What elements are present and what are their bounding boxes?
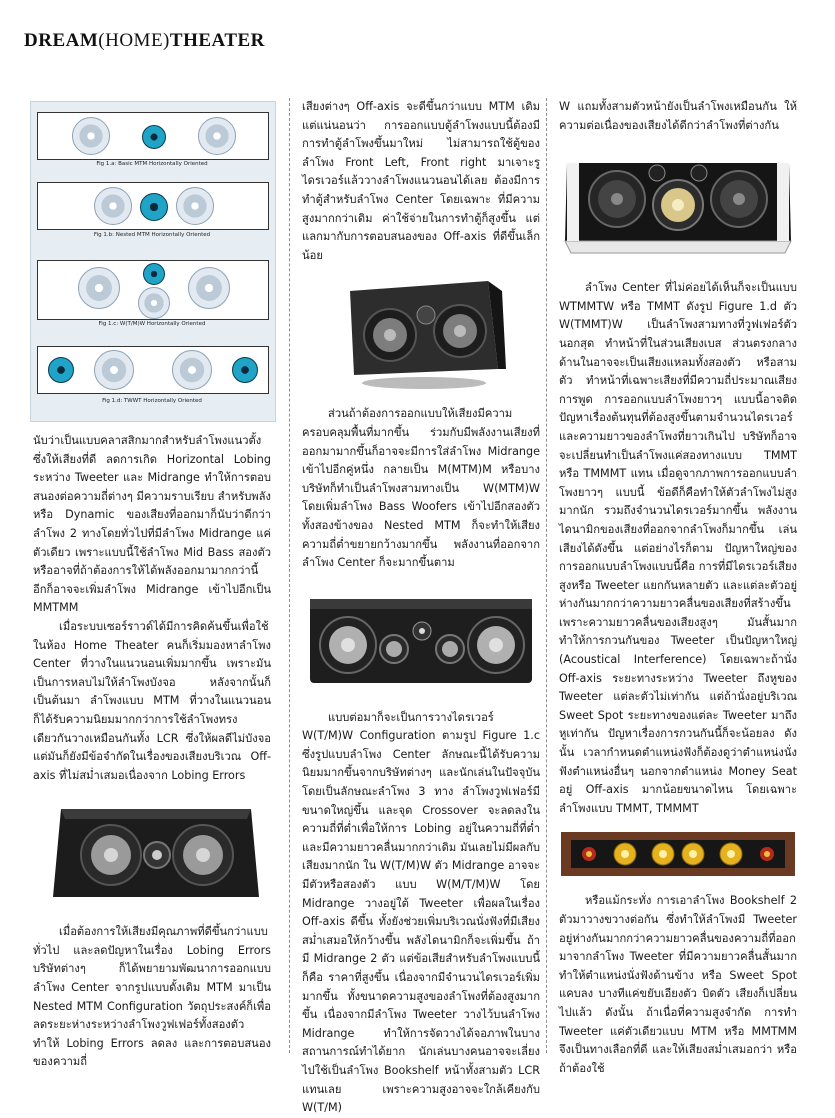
mtm-configuration-figure: [30, 101, 276, 422]
woofer-shape: [94, 187, 132, 225]
fig-1a-caption: Fig 1.a: Basic MTM Horizontally Oriented: [96, 161, 208, 167]
col1-paragraph-3: เมื่อต้องการให้เสียงมีคุณภาพที่ดีขึ้นกว่าแบบทั่วไป และลดปัญหาในเรื่อง Lobing Errors บริษัทต่างๆ ก็ได้พยายามพัฒนาการออกแบบลำโพง Center จากรูปแบบดั้งเดิม MTM มาเป็น Nested MTM Configuration วัตถุประสงค์ก็เพื่อลดระยะห่างระหว่างลำโพงวูฟเฟอร์ทั้งสองตัว ทำให้ Lobing Errors ลดลง และการตอบสนองของความถี่: [33, 925, 271, 1069]
col3-paragraph-2: ลำโพง Center ที่ไม่ค่อยได้เห็นก็จะเป็นแบบ WTMMTW หรือ TMMT ดังรูป Figure 1.d ตัว W(TMMT)W เป็นลำโพงสามทางที่วูฟเฟอร์ตัวนอกสุด ทำหน้าที่ในส่วนเสียงเบส ส่วนตรงกลางด้านในอาจจะเป็นเสียงแหลมทั้งสองตัว หรือสามตัว ทำหน้าที่เฉพาะเสียงที่มีความถี่ประมาณเสียงการพูด การออกแบบลำโพงยาวๆ แบบนี้อาจติดปัญหาเรื่องต้นทุนที่ต้องสูงขึ้นตามจำนวนไดรเวอร์ และความยาวของลำโพงที่ยาวเกินไป บริษัทก็อาจจะเปลี่ยนทำเป็นลำโพงแค่สองทางแบบ TMMT หรือ TMMMT แทน เมื่อดูจากภาพการออกแบบลำโพงยาวๆ แบบนี้ ข้อดีก็คือทำให้ตัวลำโพงไม่สูงมากนัก รวมถึงจำนวนไดรเวอร์มากขึ้น พลังงานไดนามิกของเสียงที่ออกจากลำโพงก็มากขึ้น เล่นเสียงได้ดังขึ้น แต่อย่างไรก็ตาม ปัญหาใหญ่ของการออกแบบลำโพงแบบนี้คือ การที่มีไดรเวอร์เสียงสูงหรือ Tweeter แยกกันหลายตัว และแต่ละตัวอยู่ห่างกันมากกว่าความยาวคลื่นของเสียงที่สร้างขึ้น เพราะความยาวคลื่นของเสียงสูงๆ มันสั้นมาก ทำให้การกวนกันของ Tweeter เป็นปัญหาใหญ่ (Acoustical Interference) โดยเฉพาะถ้านั่ง Off-axis ระยะทางระหว่าง Tweeter ถึงหูของ Tweeter แต่ละตัวไม่เท่ากัน แต่ถ้านั่งอยู่บริเวณ Sweet Spot ระยะทางของแต่ละ Tweeter มาถึงหูเท่ากัน ปัญหาเรื่องการกวนกันนี้ก็จะน้อยลง ดังนั้น เวลากำหนดตำแหน่งฟังก็ต้องดูว่าตำแหน่งนั่งฟังตำแหน่งอื่นๆ นอกจากตำแหน่ง Money Seat อยู่ Off-axis มากน้อยขนาดไหน โดยเฉพาะลำโพงแบบ TMMT, TMMMT: [559, 281, 797, 815]
masthead-dream: DREAM: [24, 30, 99, 51]
tweeter-shape: [140, 193, 168, 221]
col2-paragraph-3: แบบต่อมาก็จะเป็นการวางไดรเวอร์ W(T/M)W Configuration ตามรูป Figure 1.c ซึ่งรูปแบบลำโพง Center ลักษณะนี้ได้รับความนิยมมากขึ้นจากบริษัทต่างๆ และนักเล่นในปัจจุบัน โดยเป็นลักษณะลำโพง 3 ทาง ลำโพงวูฟเฟอร์มีขนาดใหญ่ขึ้น และจุด Crossover จะลดลงในความถี่ที่ต่ำเพื่อให้การ Lobing อยู่ในความถี่ที่ต่ำ และมีความยาวคลื่นมากกว่าเดิม มันเลยไม่มีผลกับเสียงมากนัก ใน W(T/M)W ตัว Midrange อาจจะมีตัวหรือสองตัว แบบ W(M/T/M)W โดย Midrange วางอยู่ใต้ Tweeter เพื่อผลในเรื่อง Off-axis ดีขึ้น ทั้งยังช่วยเพิ่มบริเวณนั่งฟังที่มีเสียงสม่ำเสมอให้กว้างขึ้น พลังไดนามิกก็จะเพิ่มขึ้น ถ้ามี Midrange 2 ตัว แต่ข้อเสียสำหรับลำโพงแบบนี้ก็คือ ราคาที่สูงขึ้น เนื่องจากมีจำนวนไดรเวอร์เพิ่มมากขึ้น ทั้งขนาดความสูงของลำโพงที่ต้องสูงมากขึ้น เนื่องจากมีลำโพง Tweeter วางไว้บนลำโพง Midrange ทำให้การจัดวางได้จอภาพในบางสถานการณ์ทำได้ยาก นักเล่นบางคนอาจจะเลี่ยงไปใช้เป็นลำโพง Bookshelf หน้าทั้งสามตัว LCR แทนเลย เพราะความสูงอาจจะใกล้เคียงกับ W(T/M): [302, 710, 540, 1115]
woofer-shape: [188, 267, 230, 309]
tweeter-shape: [143, 263, 165, 285]
masthead-theater: THEATER: [169, 30, 265, 51]
speaker-photo-wmtmw: [302, 587, 540, 697]
woofer-shape: [172, 350, 212, 390]
text-column-1: [33, 432, 271, 1072]
text-column-3: [559, 98, 797, 1078]
col1-paragraph-2: เมื่อระบบเซอร์ราวด์ได้มีการคิดค้นขึ้นเพื่อใช้ในห้อง Home Theater คนก็เริ่มมองหาลำโพง Center ที่วางในแนวนอนเพิ่มมากขึ้น เพราะมันเป็นการหลบไม่ให้ลำโพงบังจอ หลังจากนั้นก็เป็นต้นมา ลำโพงแบบ MTM ที่วางในแนวนอนก็ได้รับความนิยมมากกว่าการใช้ลำโพงทรงเดียวกันวางเหมือนกันทั้ง LCR ซึ่งให้ผลดีไม่บังจอ แต่มันก็ยังมีข้อจำกัดในเรื่องของเสียงบริเวณ Off-axis ที่ไม่สม่ำเสมอเนื่องจาก Lobing Errors: [33, 619, 271, 782]
tweeter-shape: [48, 357, 74, 383]
woofer-shape: [176, 187, 214, 225]
woofer-shape: [94, 350, 134, 390]
fig-1d-diagram: [37, 346, 269, 394]
midrange-shape: [138, 287, 170, 319]
col2-paragraph-2: ส่วนถ้าต้องการออกแบบให้เสียงมีความครอบคลุมพื้นที่มากขึ้น ร่วมกับมีพลังงานเสียงที่ออกมามากขึ้นก็อาจจะมีการใส่ลำโพง Midrange เข้าไปอีกคู่หนึ่ง กลายเป็น M(MTM)M หรือบางบริษัทก็ทำเป็นลำโพงสามทางเป็น W(MTM)W โดยเพิ่มลำโพง Bass Woofers เข้าไปอีกสองตัวทั้งสองข้างของ Nested MTM ก็จะทำให้เสียงความถี่ต่ำขยายกว้างมากขึ้น พลังงานที่ออกจากลำโพง Center ก็จะมากขึ้นตาม: [302, 407, 540, 570]
speaker-photo-black-mtm: [33, 799, 271, 911]
text-column-2: [302, 98, 540, 1118]
woofer-shape: [198, 117, 236, 155]
fig-1a-diagram: [37, 112, 269, 160]
speaker-photo-wtmmtw: [559, 143, 797, 267]
masthead: [24, 30, 265, 52]
speaker-photo-tmmt-yellow: [559, 830, 797, 880]
column-divider-2: [546, 98, 547, 1053]
fig-1c-caption: Fig 1.c: W(T/M)W Horizontally Oriented: [98, 321, 206, 327]
tweeter-shape: [142, 125, 166, 149]
column-divider-1: [289, 98, 290, 1053]
woofer-shape: [78, 267, 120, 309]
fig-1b-caption: Fig 1.b: Nested MTM Horizontally Oriented: [93, 232, 211, 238]
fig-1c-diagram: [37, 260, 269, 320]
col3-paragraph-3: หรือแม้กระทั่ง การเอาลำโพง Bookshelf 2 ตัวมาวางขวางต่อกัน ซึ่งทำให้ลำโพงมี Tweeter อยู่ห่างกันมากกว่าความยาวคลื่นของความถี่ที่ออกมาจากลำโพง Tweeter ที่มีความยาวคลื่นสั้นมาก ทำให้ตำแหน่งนั่งฟังด้านข้าง หรือ Sweet Spot แคบลง บางทีแค่ขยับเอียงตัว บิดตัว เสียงก็เปลี่ยนไปแล้ว ดังนั้น ถ้าเนื่อที่ความสูงจำกัด การทำ Tweeter แค่ตัวเดียวแบบ MTM หรือ MMTMM จึงเป็นทางเลือกที่ดี และให้เสียงสม่ำเสมอกว่า หรือถ้าต้องใช้: [559, 894, 797, 1075]
speaker-photo-nested-mtm: [302, 277, 540, 393]
tweeter-shape: [232, 357, 258, 383]
col1-paragraph-1: นับว่าเป็นแบบคลาสสิกมากสำหรับลำโพงแนวตั้ง ซึ่งให้เสียงที่ดี ลดการเกิด Horizontal Lobing ระหว่าง Tweeter และ Midrange ทำให้การตอบสนองต่อความถี่ต่างๆ มีความราบเรียบ สำหรับพลัง หรือ Dynamic ของเสียงที่ออกมาก็นับว่าดีกว่าลำโพง 2 ทางโดยทั่วไปที่มีลำโพง Midrange แค่ตัวเดียว เพราะแบบนี้ใช้ลำโพง Mid Bass สองตัว หรืออาจที่ถ้าต้องการให้ได้พลังออกมามากกว่านี้อีกก็อาจจะเพิ่มลำโพง Midrange เข้าไปอีกเป็น MMTMM: [33, 434, 271, 615]
col3-paragraph-1: W แถมทั้งสามตัวหน้ายังเป็นลำโพงเหมือนกัน ให้ความต่อเนื่องของเสียงได้ดีกว่าลำโพงที่ต่างกัน: [559, 100, 797, 132]
col2-paragraph-1: เสียงต่างๆ Off-axis จะดีขึ้นกว่าแบบ MTM เดิม แต่แน่นอนว่า การออกแบบตู้ลำโพงแบบนี้ต้องมีการทำตู้ลำโพงขึ้นมาใหม่ ไม่สามารถใช้ตู้ของลำโพง Front Left, Front right มาเจาะรูไดรเวอร์แล้ววางลำโพงแนวนอนได้เลย ต้องมีการทำตู้สำหรับลำโพง Center โดยเฉพาะ ที่มีความสูงมากกว่าเดิม ค่าใช้จ่ายในการทำตู้ก็สูงขึ้น แต่แลกมากับการตอบสนองของ Off-axis ที่ดีขึ้นเล็กน้อย: [302, 100, 540, 262]
woofer-shape: [72, 117, 110, 155]
fig-1b-diagram: [37, 182, 269, 230]
fig-1d-caption: Fig 1.d: TWWT Horizontally Oriented: [102, 398, 202, 404]
masthead-home: (HOME): [98, 30, 170, 51]
